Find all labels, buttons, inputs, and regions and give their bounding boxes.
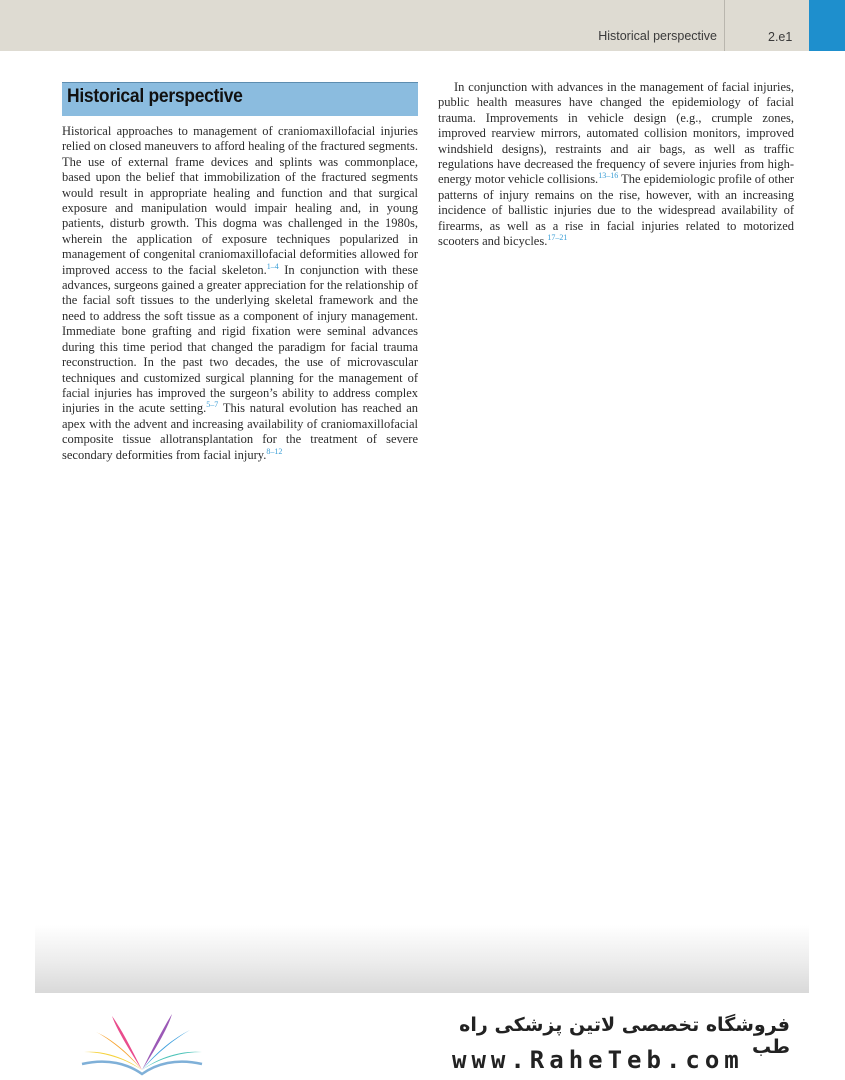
- running-title: Historical perspective: [598, 29, 717, 43]
- chapter-tab: [809, 0, 845, 51]
- reference-link[interactable]: 8–12: [266, 446, 283, 456]
- section-heading-text: Historical perspective: [67, 86, 243, 107]
- open-book-rainbow-icon: [78, 1008, 206, 1078]
- header-divider: [724, 0, 725, 51]
- store-name: فروشگاه تخصصی لاتین پزشکی راه طب: [459, 1014, 790, 1058]
- reference-link[interactable]: 5–7: [206, 400, 219, 410]
- paragraph-1-text-b: In conjunction with these advances, surgeons gained a greater appreciation for the relationship of the facial soft tissues to the underlying skeletal framework and the need to address the soft tissue as a component of injury management. Immediate bone grafting and rigid fixation were seminal advances during this time period that changed the paradigm for facial trauma reconstruction. In the past two decades, the use of microvascular techniques and customized surgical planning for the management of facial injuries has improved the surgeon’s ability to address complex injuries in the acute setting.: [62, 262, 418, 416]
- paragraph-2-text-a: In conjunction with advances in the management of facial injuries, public health measures have changed the epidemiology of facial trauma. Improvements in vehicle design (e.g., crumple zones, improved rearview mirrors, automated collision monitors, improved windshield designs), restraints and air bags, as well as traffic regulations have decreased the frequency of severe injuries from high-energy motor vehicle collisions.: [438, 80, 794, 187]
- paragraph-2: [438, 80, 794, 249]
- reference-link[interactable]: 17–21: [547, 232, 568, 242]
- running-header: [0, 0, 845, 51]
- left-column: [62, 82, 418, 463]
- reference-link[interactable]: 13–16: [598, 171, 619, 181]
- right-column: [438, 80, 794, 249]
- website-link[interactable]: www.RaheTeb.com: [452, 1046, 744, 1074]
- reference-link[interactable]: 1–4: [266, 261, 279, 271]
- paragraph-1-text-a: Historical approaches to management of craniomaxillofacial injuries relied on closed maneuvers to afford healing of the fractured segments. The use of external frame devices and splints was commonplace, based upon the belief that immobilization of the fractured segments would result in appropriate healing and function and that surgical exposure and manipulation would impair healing and, in young patients, disturb growth. This dogma was challenged in the 1980s, wherein the application of exposure techniques popularized in management of congenital craniomaxillofacial deformities allowed for improved access to the facial skeleton.: [62, 124, 418, 277]
- paragraph-2-text-b: The epidemiologic profile of other patterns of injury remains on the rise, however, with an increasing incidence of ballistic injuries due to the widespread availability of firearms, as well as a rise in facial injuries related to motorized scooters and bicycles.: [438, 172, 794, 249]
- paragraph-1-text-c: This natural evolution has reached an apex with the advent and increasing availability of craniomaxillofacial composite tissue allotransplantation for the treatment of severe secondary deformities from facial injury.: [62, 401, 419, 462]
- section-heading: [62, 82, 418, 116]
- bottom-fade: [35, 925, 809, 993]
- page-number: 2.e1: [768, 30, 793, 44]
- paragraph-1: [62, 124, 418, 463]
